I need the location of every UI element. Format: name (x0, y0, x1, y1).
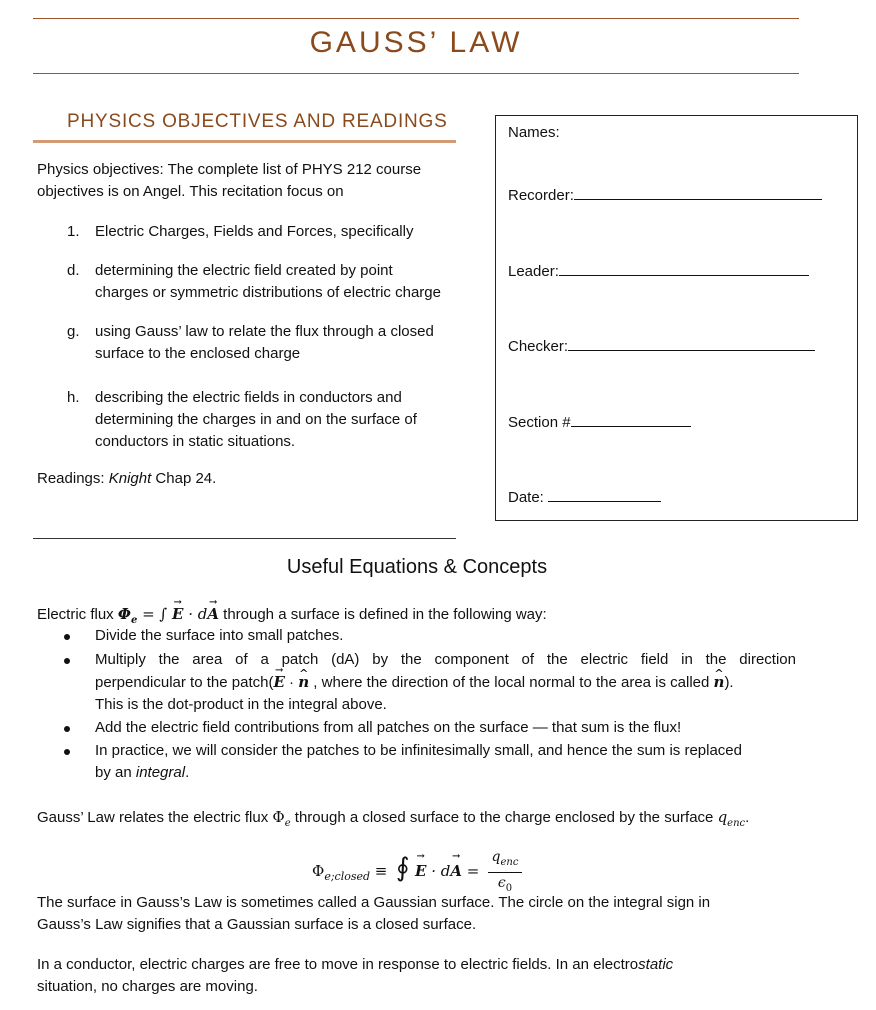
flux-dot: · d (183, 605, 208, 623)
readings (37, 468, 216, 490)
list-item-text: describing the electric fields in conductors and (95, 389, 402, 406)
n-hat: ^ n (298, 671, 309, 693)
objectives-intro-text-1: The complete list of PHYS 212 course (163, 161, 422, 178)
flux-symbol: $\Phi_e$ (117, 605, 138, 626)
leader-label: Leader: (508, 263, 559, 280)
objectives-heading-rule (33, 140, 456, 143)
list-item-label: g. (67, 323, 80, 340)
flux-symbol: $\Phi_e$ (272, 808, 291, 829)
fraction-numerator: $q_{enc}$ (488, 848, 522, 873)
flux-intro-b: through a surface is defined in the following way: (218, 606, 547, 623)
conductor-paragraph: In a conductor, electric charges are free to move in response to electric fields. In an electrostatic situation, no charges are moving. (37, 956, 674, 995)
page-title: GAUSS’ LAW (309, 26, 523, 59)
bullet-item: Divide the surface into small patches. (95, 627, 344, 644)
closed-integral-sign: ∮ (396, 853, 410, 883)
recorder-label: Recorder: (508, 187, 574, 204)
bullet-dot (64, 726, 70, 732)
list-item-text: surface to the enclosed charge (95, 345, 301, 362)
names-label: Names: (508, 124, 560, 141)
recorder-field[interactable] (508, 184, 822, 204)
title-bottom-rule (33, 73, 799, 74)
flux-intro-a: Electric flux (37, 606, 118, 623)
a-vector: → A (450, 862, 462, 880)
bullet4-line-a: In practice, we will consider the patches to be infinitesimally small, and hence the sum is replaced (95, 742, 742, 759)
bullet-dot (64, 658, 70, 664)
objectives-heading: PHYSICS OBJECTIVES AND READINGS (67, 111, 448, 132)
recorder-line[interactable] (574, 184, 822, 200)
date-line[interactable] (548, 486, 661, 502)
names-field[interactable] (508, 124, 560, 141)
bullet-item (95, 740, 796, 784)
checker-field[interactable] (508, 335, 815, 355)
bullet4-line-b: by an integral. (95, 764, 190, 781)
leader-field[interactable] (508, 260, 809, 280)
section-divider (33, 538, 456, 539)
date-label: Date: (508, 489, 549, 506)
fraction (488, 848, 522, 899)
leader-line[interactable] (559, 260, 809, 276)
checker-label: Checker: (508, 338, 569, 355)
readings-label: Readings: (37, 470, 105, 487)
checker-line[interactable] (568, 335, 815, 351)
readings-author: Knight (108, 470, 152, 487)
list-item-text: Electric Charges, Fields and Forces, specifically (95, 223, 414, 240)
list-item-text: using Gauss’ law to relate the flux through a closed (95, 323, 434, 340)
gauss-law-statement: Gauss’ Law relates the electric flux $\Phi_e$ through a closed surface to the charge enclosed by the surface $q_{enc}$. (37, 808, 750, 829)
group-roles-form (495, 115, 858, 521)
bullet-item (95, 649, 796, 716)
bullet2-line-a: Multiply the area of a patch (dA) by the component of the electric field in the direction (95, 651, 796, 668)
concepts-heading: Useful Equations & Concepts (286, 556, 548, 578)
flux-equals: = ∫ (137, 605, 172, 623)
list-item-label: h. (67, 389, 80, 406)
bullet2-line-c: This is the dot-product in the integral above. (95, 696, 387, 713)
list-item-text: determining the charges in and on the surface of (95, 411, 417, 428)
list-item-label: d. (67, 262, 80, 279)
bullet-dot (64, 634, 70, 640)
readings-chapter: Chap 24. (151, 470, 217, 487)
bullet-item: Add the electric field contributions from all patches on the surface — that sum is the flux! (95, 719, 682, 736)
list-item-label: 1. (67, 223, 80, 240)
section-field[interactable] (508, 411, 691, 431)
date-field[interactable] (508, 486, 661, 506)
objectives-intro-label: Physics objectives: (37, 161, 164, 178)
bullet2-line-b: perpendicular to the patch(→ E · ^ n , where the direction of the local normal to the area is called ^ n). (95, 671, 796, 694)
a-vector: → A (207, 603, 219, 625)
objectives-intro (37, 159, 421, 203)
gaussian-surface-paragraph: The surface in Gauss’s Law is sometimes called a Gaussian surface. The circle on the integral sign in Gauss’s Law signifies that a Gaussian surface is a closed surface. (37, 894, 711, 933)
section-label: Section # (508, 414, 571, 431)
list-item-text: charges or symmetric distributions of electric charge (95, 284, 441, 301)
e-vector: → E (415, 862, 426, 880)
n-hat: ^ n (714, 671, 725, 693)
section-line[interactable] (571, 411, 691, 427)
list-item-text: determining the electric field created by point (95, 262, 393, 279)
fraction-denominator: $\epsilon_0$ (497, 874, 513, 894)
q-enc: $q_{enc}$ (717, 808, 746, 829)
e-vector: → E (273, 671, 284, 693)
list-item-text: conductors in static situations. (95, 433, 296, 450)
objectives-intro-text-2: objectives is on Angel. This recitation focus on (37, 183, 344, 200)
title-top-rule (33, 18, 799, 19)
e-vector: → E (172, 603, 183, 625)
bullet-dot (64, 749, 70, 755)
